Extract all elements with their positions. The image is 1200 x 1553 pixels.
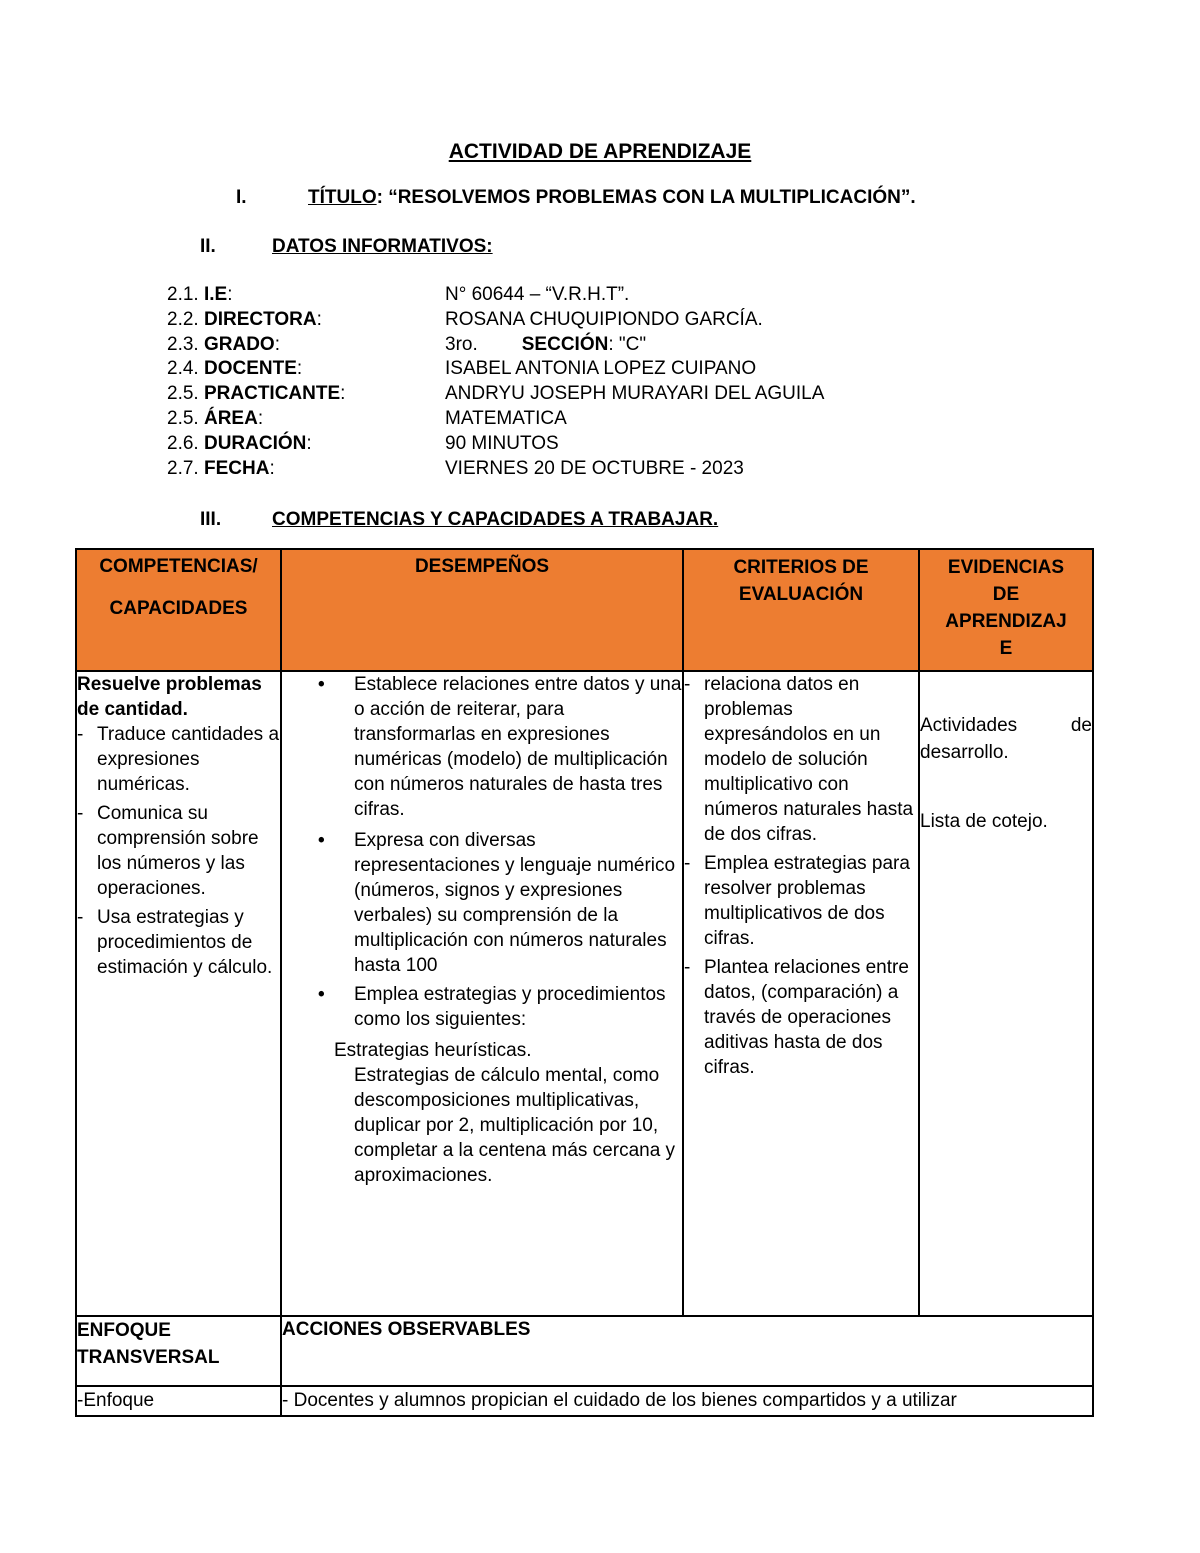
header-competencias: COMPETENCIAS/ CAPACIDADES bbox=[76, 549, 281, 671]
header-criterios: CRITERIOS DE EVALUACIÓN bbox=[683, 549, 919, 671]
acciones-value: - Docentes y alumnos propician el cuidado de los bienes compartidos y a utilizar bbox=[281, 1386, 1093, 1416]
table-header-row bbox=[76, 549, 1093, 671]
table-body-row bbox=[76, 671, 1093, 1316]
competencias-table bbox=[75, 548, 1094, 1417]
estrategias-calculo: Estrategias de cálculo mental, como descomposiciones multiplicativas, duplicar por 2, multiplicación por 10, completar a la centena más cercana y aproximaciones. bbox=[354, 1065, 676, 1186]
evidencia-lista: Lista de cotejo. bbox=[920, 811, 1048, 832]
criterios-list bbox=[684, 672, 918, 1080]
info-value: ANDRYU JOSEPH MURAYARI DEL AGUILA bbox=[445, 383, 825, 405]
section-label: COMPETENCIAS Y CAPACIDADES A TRABAJAR. bbox=[272, 509, 719, 530]
list-item: - Plantea relaciones entre datos, (comparación) a través de operaciones aditivas hasta de dos cifras. bbox=[684, 955, 918, 1080]
cell-evidencias bbox=[919, 671, 1093, 1316]
document-title: ACTIVIDAD DE APRENDIZAJE bbox=[448, 140, 752, 163]
cell-competencias bbox=[76, 671, 281, 1316]
list-item: - Traduce cantidades a expresiones numéricas. bbox=[77, 722, 280, 797]
info-value: MATEMATICA bbox=[445, 407, 567, 429]
info-key: GRADO bbox=[203, 333, 275, 355]
section-number: I. bbox=[236, 187, 247, 208]
capacidades-list bbox=[77, 722, 280, 980]
cell-criterios bbox=[683, 671, 919, 1316]
info-key: FECHA bbox=[203, 457, 270, 479]
list-item: • Expresa con diversas representaciones y lenguaje numérico (números, signos y expresiones verbales) su comprensión de la multiplicación con números naturales hasta 100 bbox=[282, 828, 682, 978]
estrategias-heuristicas: Estrategias heurísticas. bbox=[334, 1040, 532, 1061]
enfoque-value: -Enfoque bbox=[76, 1386, 281, 1416]
info-value: N° 60644 – “V.R.H.T”. bbox=[445, 284, 630, 305]
acciones-header: ACCIONES OBSERVABLES bbox=[281, 1316, 1093, 1386]
info-value: ISABEL ANTONIA LOPEZ CUIPANO bbox=[445, 358, 757, 380]
list-item: - Usa estrategias y procedimientos de estimación y cálculo. bbox=[77, 905, 280, 980]
list-item: - Emplea estrategias para resolver problemas multiplicativos de dos cifras. bbox=[684, 851, 918, 951]
desempenos-list bbox=[282, 672, 682, 1032]
info-key-seccion: SECCIÓN bbox=[521, 333, 609, 355]
info-value: ROSANA CHUQUIPIONDO GARCÍA. bbox=[445, 308, 763, 330]
info-key: DURACIÓN bbox=[203, 432, 307, 454]
list-item: - relaciona datos en problemas expresándolos en un modelo de solución multiplicativo con números naturales hasta de dos cifras. bbox=[684, 672, 918, 847]
info-value: 3ro. bbox=[445, 333, 478, 355]
section-label: DATOS INFORMATIVOS: bbox=[272, 236, 493, 257]
section-label: TÍTULO bbox=[308, 187, 377, 208]
list-item: • Establece relaciones entre datos y una o acción de reiterar, para transformarlas en expresiones numéricas (modelo) de multiplicación con números naturales de hasta tres cifras. bbox=[282, 672, 682, 822]
info-key: DOCENTE bbox=[203, 358, 297, 380]
section-number: II. bbox=[200, 236, 216, 257]
header-desempenos: DESEMPEÑOS bbox=[281, 549, 683, 671]
info-key: ÁREA bbox=[203, 407, 258, 429]
info-value: VIERNES 20 DE OCTUBRE - 2023 bbox=[445, 457, 744, 479]
evidencia-actividades: Actividades de desarrollo. bbox=[920, 715, 1092, 763]
info-value-seccion: : "C" bbox=[608, 333, 647, 355]
competencia-title: Resuelve problemas de cantidad. bbox=[77, 674, 262, 720]
info-key: DIRECTORA bbox=[203, 308, 317, 330]
enfoque-header-row bbox=[76, 1316, 1093, 1386]
enfoque-row bbox=[76, 1386, 1093, 1416]
section-number: III. bbox=[200, 509, 222, 530]
info-key: I.E bbox=[203, 284, 228, 305]
enfoque-header: ENFOQUE TRANSVERSAL bbox=[76, 1316, 281, 1386]
cell-desempenos bbox=[281, 671, 683, 1316]
section-value: : “RESOLVEMOS PROBLEMAS CON LA MULTIPLICACIÓN”. bbox=[376, 187, 916, 208]
info-value: 90 MINUTOS bbox=[445, 432, 559, 454]
list-item: • Emplea estrategias y procedimientos como los siguientes: bbox=[282, 982, 682, 1032]
info-key: PRACTICANTE bbox=[203, 383, 341, 405]
header-evidencias: EVIDENCIAS DE APRENDIZAJ E bbox=[919, 549, 1093, 671]
list-item: - Comunica su comprensión sobre los números y las operaciones. bbox=[77, 801, 280, 901]
document-page: ACTIVIDAD DE APRENDIZAJE I. TÍTULO: “RESOLVEMOS PROBLEMAS CON LA MULTIPLICACIÓN”. II. DATOS INFORMATIVOS: 2.1. I.E: N° 60644 – “V.R.H.T”. 2.2. DIRECTORA: ROSANA CHUQUIPIONDO GARCÍA. 2.3. GRADO: 3ro. SECCIÓN: "C" 2.4. DOCENTE: ISABEL ANTONIA LOPEZ CUIPANO 2.5. PRACTICANTE: ANDRYU JOSEPH MURAYARI DEL AGUILA 2.5. ÁREA: MATEMATICA 2.6. DURACIÓN: 90 MINUTOS 2.7. FECHA: VIERNES 20 DE OCTUBRE - 2023 III. COMPETENCIAS Y CAPACIDADES A TRABAJAR. COMPETENCIAS/ CAPACIDADES DESEMPEÑOS CRITERIOS DE EVALUACIÓN EVIDENCIAS DE APRENDIZAJ E Resuelve problemas de cantidad. - Traduce cantidades a expresiones numéricas. - Comunica su comprensión sobre los números y las operaciones. - Usa estrategias y procedimientos de estimación y cálculo. • Establece relaciones entre datos y una o acción de reiterar, para transformarlas en expresiones numéricas (modelo) de multiplicación con números naturales de hasta tres cifras. • Expresa con diversas representaciones y lenguaje numérico (números, signos y expresiones verbales) su comprensión de la multiplicación con números naturales hasta 100 • Emplea estrategias y procedimientos como los siguientes: Estrategias heurísticas. Estrategias de cálculo mental, como descomposiciones multiplicativas, duplicar por 2, multiplicación por 10, completar a la centena más cercana y aproximaciones. - relaciona datos en problemas expresándolos en un modelo de solución multiplicativo con números naturales hasta de dos cifras. - Emplea estrategias para resolver problemas multiplicativos de dos cifras. - Plantea relaciones entre datos, (comparación) a través de operaciones aditivas hasta de dos cifras. Actividades de desarrollo. Lista de cotejo. ENFOQUE TRANSVERSAL ACCIONES OBSERVABLES -Enfoque - Docentes y alumnos propician el cuidado de los bienes compartidos y a utilizar bbox=[0, 0, 1200, 1553]
